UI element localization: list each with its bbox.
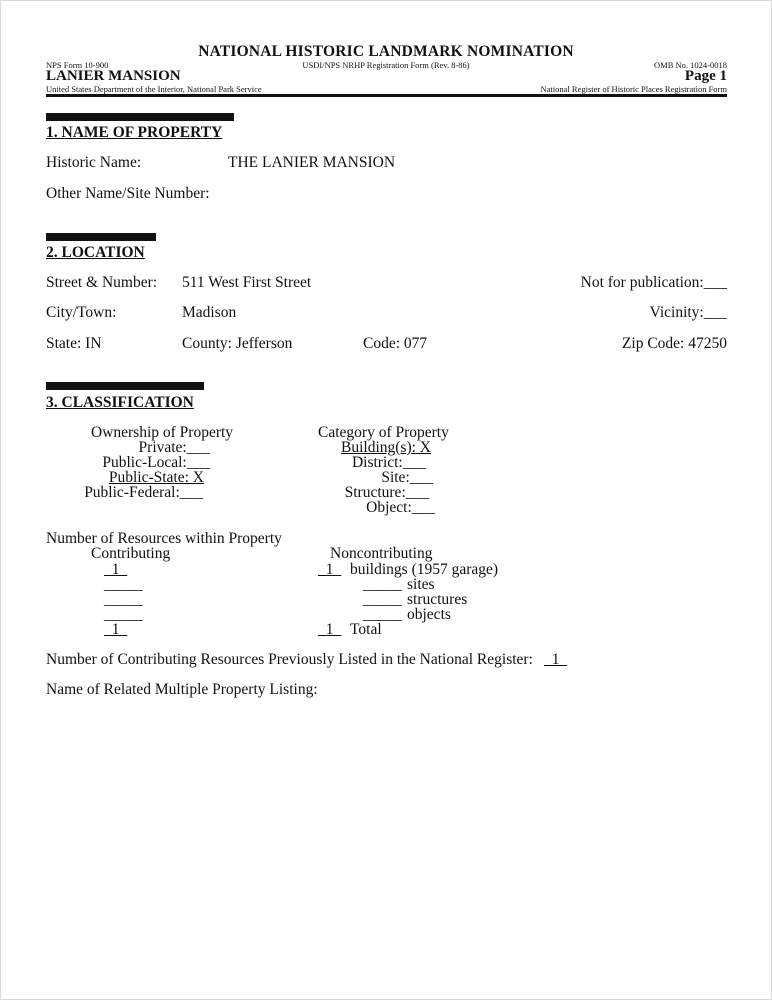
page-number: Page 1 [684,68,727,84]
form-revision: USDI/NPS NRHP Registration Form (Rev. 8-86) [302,60,470,70]
historic-name-label: Historic Name: [46,154,142,171]
contributing-buildings: 1 [104,561,128,578]
contributing-sites: _____ [104,576,143,593]
section3-heading: 3. CLASSIFICATION [46,394,194,411]
category-object: Object:___ [366,499,435,516]
noncontributing-objects: _____ [363,606,402,623]
contributing-structures: _____ [104,591,143,608]
section2-heading: 2. LOCATION [46,244,145,261]
ownership-public-federal: Public-Federal:___ [84,484,203,501]
code-field: Code: 077 [363,335,428,352]
state-field: State: IN [46,335,102,352]
category-building: Building(s): X [341,439,431,456]
resources-title: Number of Resources within Property [46,530,282,547]
contributing-title: Contributing [91,545,171,562]
other-name-label: Other Name/Site Number: [46,185,210,202]
contributing-objects: _____ [104,606,143,623]
noncontributing-buildings: 1 [318,561,342,578]
city-label: City/Town: [46,304,117,321]
omb-number: OMB No. 1024-0018 [654,60,727,70]
category-title: Category of Property [318,424,449,441]
department-line: United States Department of the Interior, National Park Service [46,84,262,94]
noncontributing-structures: _____ [363,591,402,608]
category-district: District:___ [351,454,426,471]
section2-bar [46,233,156,241]
ownership-private: Private:___ [138,439,210,456]
section1-bar [46,113,234,121]
vicinity: Vicinity:___ [649,304,727,321]
property-name: LANIER MANSION [46,68,181,84]
form-title: NATIONAL HISTORIC LANDMARK NOMINATION [198,43,574,60]
noncontributing-total: 1 [318,621,342,638]
category-structure: Structure:___ [344,484,429,501]
ownership-public-local: Public-Local:___ [102,454,210,471]
city-value: Madison [182,304,237,321]
type-buildings: buildings (1957 garage) [350,561,499,578]
section1-heading: 1. NAME OF PROPERTY [46,124,223,141]
previously-listed-value: 1 [544,651,568,668]
county-field: County: Jefferson [182,335,293,352]
register-line: National Register of Historic Places Registration Form [540,84,727,94]
noncontributing-sites: _____ [363,576,402,593]
section3-bar [46,382,204,390]
ownership-public-state: Public-State: X [108,469,204,486]
type-sites: sites [407,576,435,593]
category-site: Site:___ [381,469,433,486]
type-objects: objects [407,606,451,623]
not-for-publication: Not for publication:___ [580,274,727,291]
street-value: 511 West First Street [182,274,312,291]
contributing-total: 1 [104,621,128,638]
street-label: Street & Number: [46,274,158,291]
ownership-title: Ownership of Property [91,424,234,441]
historic-name-value: THE LANIER MANSION [228,154,396,171]
form-number: NPS Form 10-900 [46,60,109,70]
zip-field: Zip Code: 47250 [621,335,727,352]
noncontributing-title: Noncontributing [330,545,433,562]
header-rule [46,94,727,97]
previously-listed-label: Number of Contributing Resources Previously Listed in the National Register: [46,651,533,668]
type-total: Total [350,621,382,638]
type-structures: structures [407,591,468,608]
related-listing-label: Name of Related Multiple Property Listing: [46,681,318,698]
